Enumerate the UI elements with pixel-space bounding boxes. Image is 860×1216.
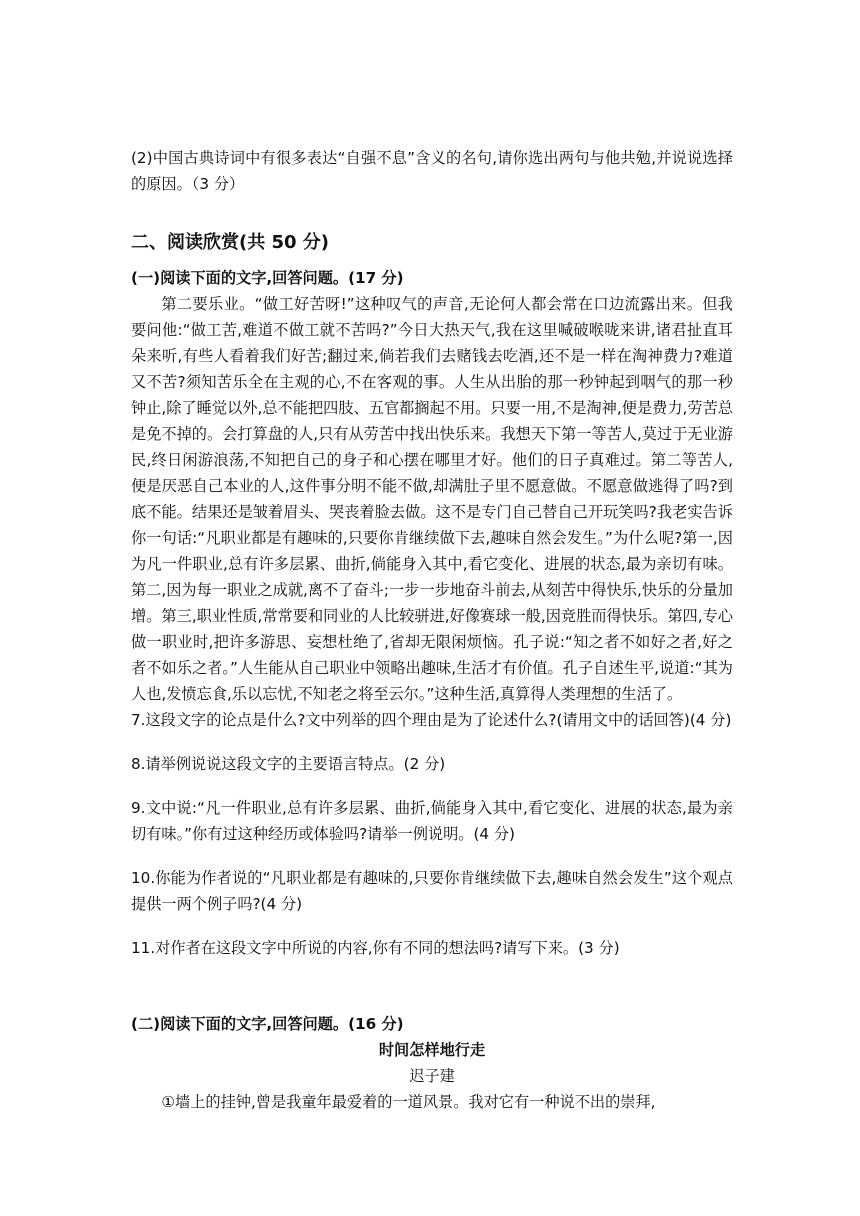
part-1-passage: 第二要乐业。“做工好苦呀!”这种叹气的声音,无论何人都会常在口边流露出来。但我要问他:“做工苦,难道不做工就不苦吗?”今日大热天气,我在这里喊破喉咙来讲,诸君扯直耳朵来听,有些人看着我们好苦;翻过来,倘若我们去赌钱去吃酒,还不是一样在淘神费力?难道又不苦?须知苦乐全在主观的心,不在客观的事。人生从出胎的那一秒钟起到咽气的那一秒钟止,除了睡觉以外,总不能把四肢、五官都搁起不用。只要一用,不是淘神,便是费力,劳苦总是免不掉的。会打算盘的人,只有从劳苦中找出快乐来。我想天下第一等苦人,莫过于无业游民,终日闲游浪荡,不知把自己的身子和心摆在哪里才好。他们的日子真难过。第二等苦人,便是厌恶自己本业的人,这件事分明不能不做,却满肚子里不愿意做。不愿意做逃得了吗?到底不能。结果还是皱着眉头、哭丧着脸去做。这不是专门自己替自己开玩笑吗?我老实告诉你一句话:“凡职业都是有趣味的,只要你肯继续做下去,趣味自然会发生。”为什么呢?第一,因为凡一件职业,总有许多层累、曲折,倘能身入其中,看它变化、进展的状态,最为亲切有味。第二,因为每一职业之成就,离不了奋斗;一步一步地奋斗前去,从刻苦中得快乐,快乐的分量加增。第三,职业性质,常常要和同业的人比较骈进,好像赛球一般,因竞胜而得快乐。第四,专心做一职业时,把许多游思、妄想杜绝了,省却无限闲烦恼。孔子说:“知之者不如好之者,好之者不如乐之者。”人生能从自己职业中领略出趣味,生活才有价值。孔子自述生平,说道:“其为人也,发愤忘食,乐以忘忧,不知老之将至云尔。”这种生活,真算得人类理想的生活了。 — [131, 295, 733, 703]
section-2-heading: 二、阅读欣赏(共 50 分) — [131, 232, 330, 253]
question-8: 8.请举例说说这段文字的主要语言特点。(2 分) — [131, 755, 446, 773]
document-content — [131, 145, 733, 1115]
question-2: (2)中国古典诗词中有很多表达“自强不息”含义的名句,请你选出两句与他共勉,并说说选择的原因。（3 分） — [131, 149, 733, 193]
part-2-heading: (二)阅读下面的文字,回答问题。(16 分) — [131, 1015, 404, 1033]
question-10: 10.你能为作者说的“凡职业都是有趣味的,只要你肯继续做下去,趣味自然会发生”这个观点提供一两个例子吗?(4 分) — [131, 869, 733, 913]
question-11: 11.对作者在这段文字中所说的内容,你有不同的想法吗?请写下来。(3 分) — [131, 939, 620, 957]
question-9: 9.文中说:“凡一件职业,总有许多层累、曲折,倘能身入其中,看它变化、进展的状态,最为亲切有味。”你有过这种经历或体验吗?请举一例说明。(4 分) — [131, 799, 733, 843]
article-paragraph-1: ①墙上的挂钟,曾是我童年最爱着的一道风景。我对它有一种说不出的崇拜, — [161, 1093, 656, 1111]
part-1-heading: (一)阅读下面的文字,回答问题。(17 分) — [131, 269, 404, 287]
article-author: 迟子建 — [409, 1067, 455, 1085]
question-7: 7.这段文字的论点是什么?文中列举的四个理由是为了论述什么?(请用文中的话回答)(4 分) — [131, 711, 732, 729]
article-title: 时间怎样地行走 — [378, 1041, 486, 1059]
